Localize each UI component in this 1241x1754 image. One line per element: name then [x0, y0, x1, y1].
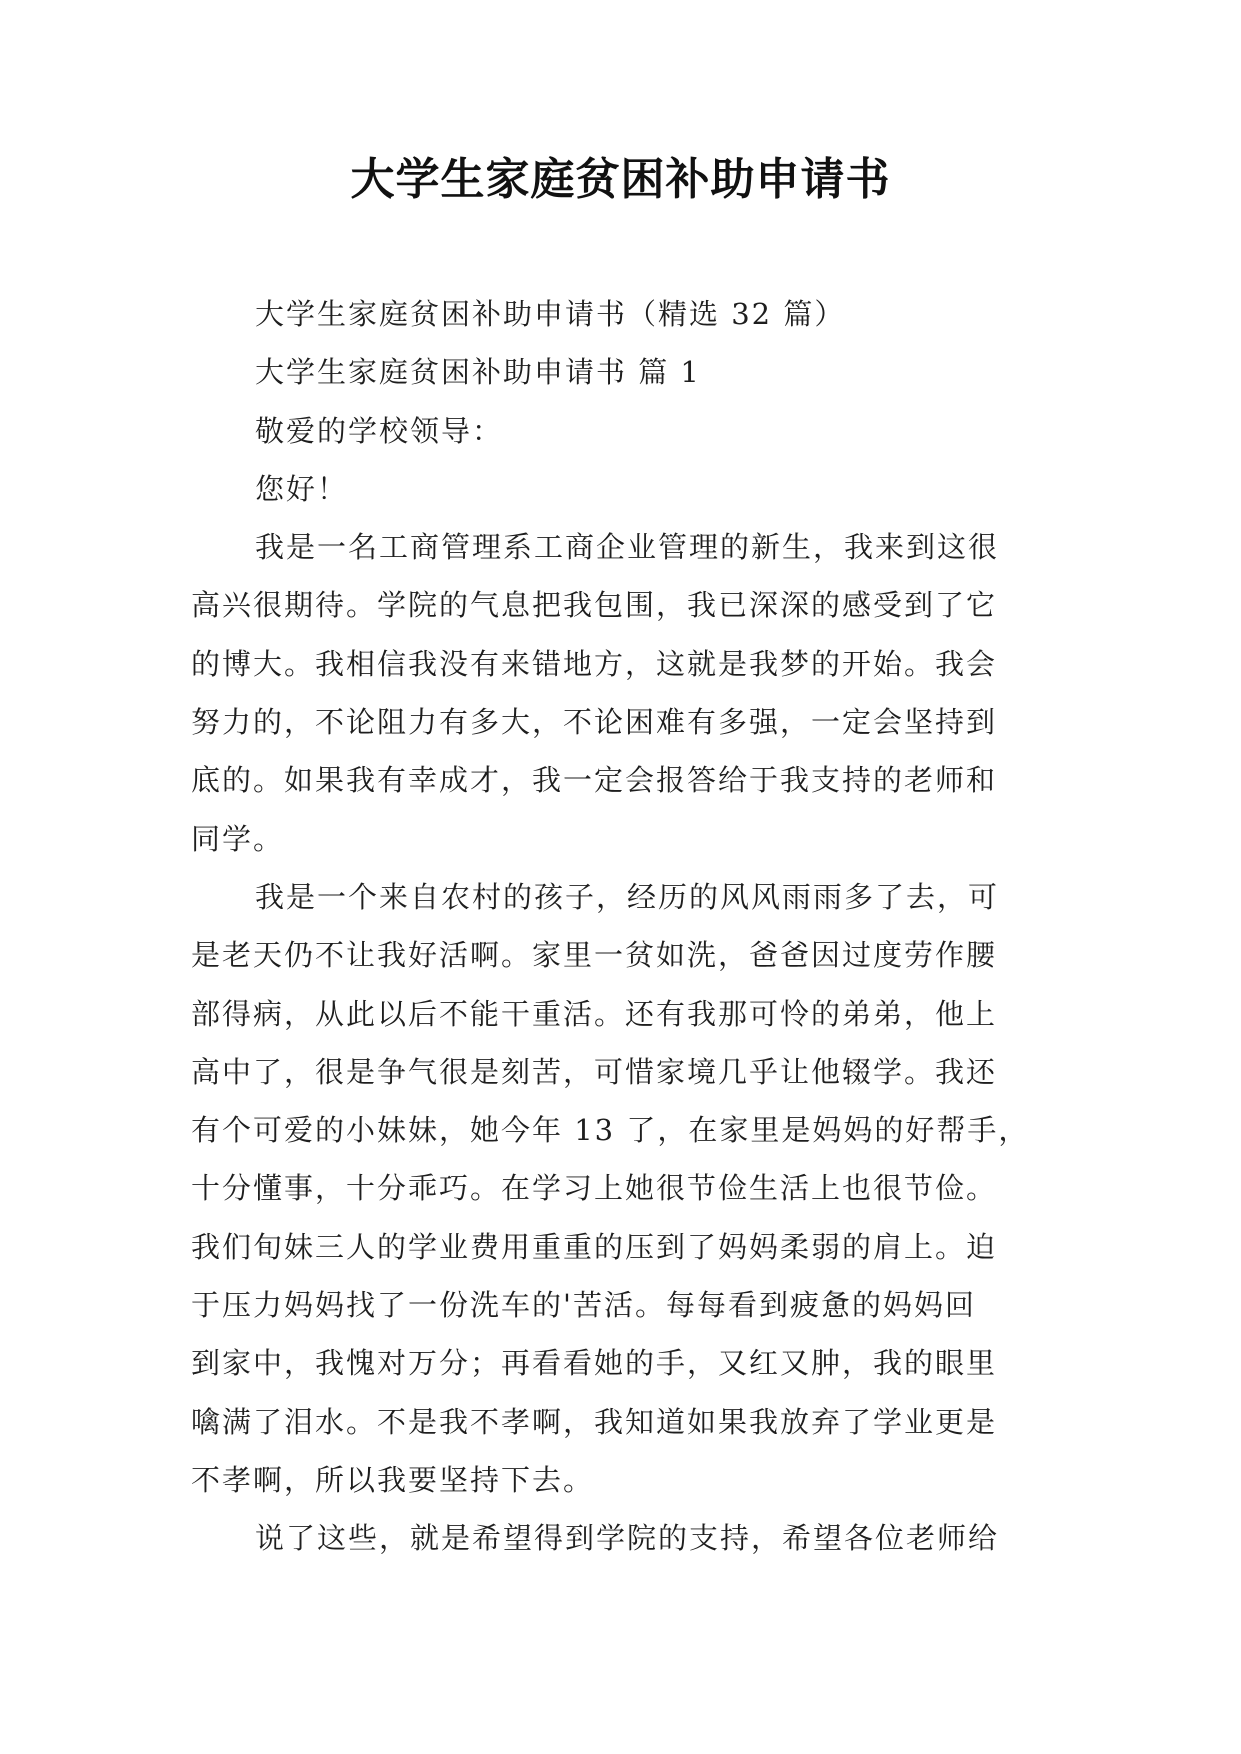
text-line: 底的。如果我有幸成才，我一定会报答给于我支持的老师和	[191, 763, 998, 798]
text-line: 大学生家庭贫困补助申请书 篇 1	[255, 355, 701, 390]
text-line: 高兴很期待。学院的气息把我包围，我已深深的感受到了它	[191, 588, 998, 623]
text-line: 十分懂事，十分乖巧。在学习上她很节俭生活上也很节俭。	[191, 1171, 998, 1206]
document-body	[191, 285, 1061, 1568]
text-line: 的博大。我相信我没有来错地方，这就是我梦的开始。我会	[191, 646, 998, 681]
text-line: 我是一个来自农村的孩子，经历的风风雨雨多了去，可	[255, 879, 1000, 914]
text-line: 敬爱的学校领导：	[255, 413, 504, 448]
text-line: 大学生家庭贫困补助申请书（精选 32 篇）	[255, 297, 846, 331]
text-line: 我们旬妹三人的学业费用重重的压到了妈妈柔弱的肩上。迫	[191, 1229, 998, 1264]
text-line: 说了这些，就是希望得到学院的支持，希望各位老师给	[255, 1521, 1000, 1556]
text-line: 到家中，我愧对万分；再看看她的手，又红又肿，我的眼里	[191, 1346, 998, 1381]
text-line: 噙满了泪水。不是我不孝啊，我知道如果我放弃了学业更是	[191, 1404, 998, 1439]
document-title: 大学生家庭贫困补助申请书	[350, 154, 891, 205]
text-line: 有个可爱的小妹妹，她今年 13 了，在家里是妈妈的好帮手，	[191, 1113, 1030, 1148]
text-line: 努力的，不论阻力有多大，不论困难有多强，一定会坚持到	[191, 705, 998, 740]
text-line: 同学。	[191, 821, 285, 856]
text-line: 是老天仍不让我好活啊。家里一贫如洗，爸爸因过度劳作腰	[191, 938, 998, 973]
text-line: 部得病，从此以后不能干重活。还有我那可怜的弟弟，他上	[191, 996, 998, 1031]
text-line: 不孝啊，所以我要坚持下去。	[191, 1462, 595, 1497]
text-line: 于压力妈妈找了一份洗车的'苦活。每每看到疲惫的妈妈回	[191, 1288, 976, 1323]
text-line: 高中了，很是争气很是刻苦，可惜家境几乎让他辍学。我还	[191, 1054, 998, 1089]
text-line: 您好！	[255, 471, 349, 506]
text-line: 我是一名工商管理系工商企业管理的新生，我来到这很	[255, 530, 1000, 565]
